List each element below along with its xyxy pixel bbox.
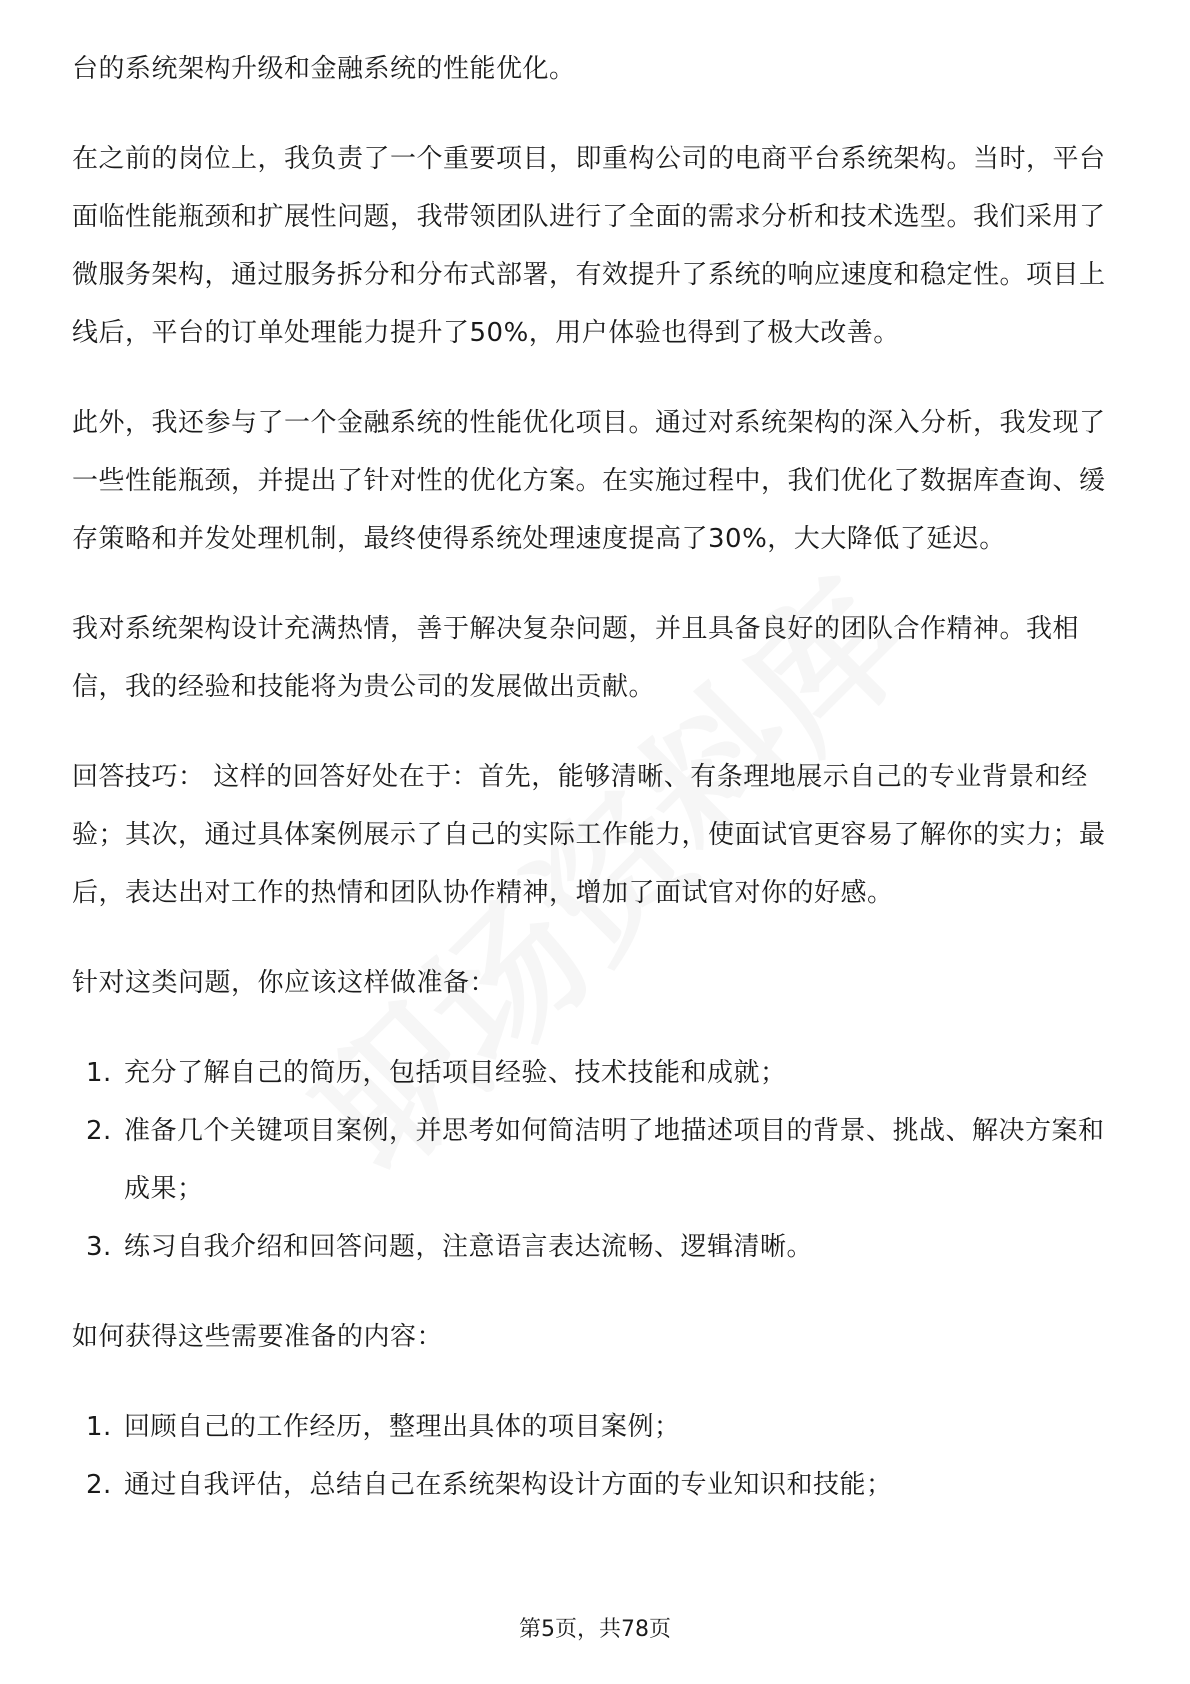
list-number: 3. (86, 1232, 112, 1262)
list-item-text: 准备几个关键项目案例，并思考如何简洁明了地描述项目的背景、挑战、解决方案和成果； (124, 1116, 1105, 1204)
prep-list (72, 1044, 1122, 1276)
list-number: 1. (86, 1058, 112, 1088)
list-item (72, 1218, 1122, 1276)
page-footer: 第5页，共78页 (519, 1617, 671, 1642)
list-number: 2. (86, 1116, 112, 1146)
list-item-text: 练习自我介绍和回答问题，注意语言表达流畅、逻辑清晰。 (124, 1232, 814, 1262)
list-item (72, 1102, 1122, 1218)
obtain-list (72, 1398, 1122, 1514)
list-item (72, 1044, 1122, 1102)
paragraph-continuation: 台的系统架构升级和金融系统的性能优化。 (72, 54, 576, 84)
list-item (72, 1398, 1122, 1456)
list-number: 2. (86, 1470, 112, 1500)
paragraph-finance-project: 此外，我还参与了一个金融系统的性能优化项目。通过对系统架构的深入分析，我发现了一些性能瓶颈，并提出了针对性的优化方案。在实施过程中，我们优化了数据库查询、缓存策略和并发处理机制，最终使得系统处理速度提高了30%，大大降低了延迟。 (72, 408, 1106, 554)
list-item-text: 充分了解自己的简历，包括项目经验、技术技能和成就； (124, 1058, 787, 1088)
paragraph-ecommerce-project: 在之前的岗位上，我负责了一个重要项目，即重构公司的电商平台系统架构。当时，平台面临性能瓶颈和扩展性问题，我带领团队进行了全面的需求分析和技术选型。我们采用了微服务架构，通过服务拆分和分布式部署，有效提升了系统的响应速度和稳定性。项目上线后，平台的订单处理能力提升了50%，用户体验也得到了极大改善。 (72, 144, 1106, 348)
paragraph-passion: 我对系统架构设计充满热情，善于解决复杂问题，并且具备良好的团队合作精神。我相信，我的经验和技能将为贵公司的发展做出贡献。 (72, 614, 1080, 702)
paragraph-how-to-obtain: 如何获得这些需要准备的内容： (72, 1322, 444, 1352)
paragraph-prep-intro: 针对这类问题，你应该这样做准备： (72, 968, 497, 998)
list-item-text: 通过自我评估，总结自己在系统架构设计方面的专业知识和技能； (124, 1470, 893, 1500)
list-number: 1. (86, 1412, 112, 1442)
list-item (72, 1456, 1122, 1514)
list-item-text: 回顾自己的工作经历，整理出具体的项目案例； (124, 1412, 681, 1442)
document-body (72, 40, 1122, 1546)
paragraph-answer-tips: 回答技巧： 这样的回答好处在于：首先，能够清晰、有条理地展示自己的专业背景和经验；其次，通过具体案例展示了自己的实际工作能力，使面试官更容易了解你的实力；最后，表达出对工作的热情和团队协作精神，增加了面试官对你的好感。 (72, 762, 1106, 908)
